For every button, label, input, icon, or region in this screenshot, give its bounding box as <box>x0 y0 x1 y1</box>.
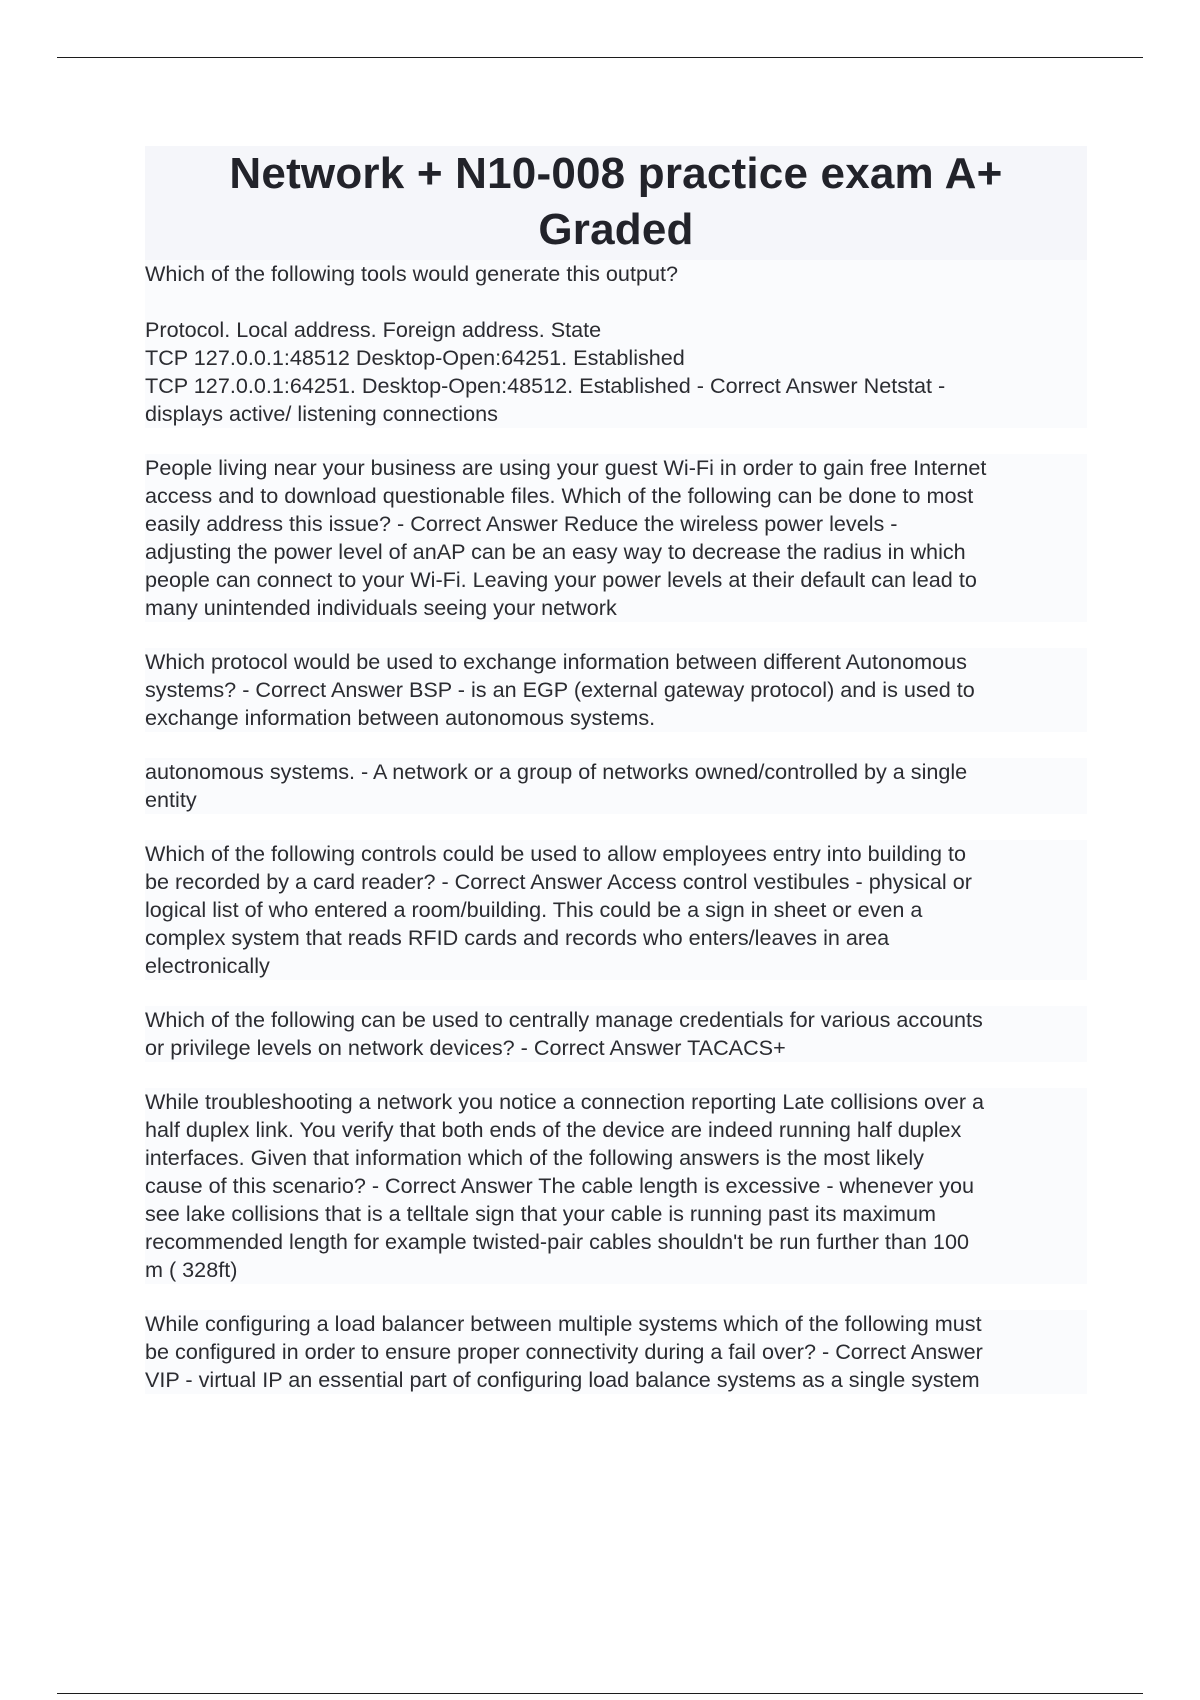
title-line-1: Network + N10-008 practice exam A+ <box>229 149 1003 198</box>
qa-block <box>145 454 1087 622</box>
qa-line: While troubleshooting a network you notice a connection reporting Late collisions over a <box>145 1089 985 1114</box>
qa-block <box>145 840 1087 980</box>
qa-line: Which protocol would be used to exchange information between different Autonomous <box>145 649 967 674</box>
block-spacer <box>145 814 1087 840</box>
qa-line: Which of the following controls could be used to allow employees entry into building to <box>145 841 967 866</box>
qa-line: While configuring a load balancer between multiple systems which of the following must <box>145 1311 982 1336</box>
qa-line: be configured in order to ensure proper connectivity during a fail over? - Correct Answer <box>145 1339 983 1364</box>
qa-line: recommended length for example twisted-pair cables shouldn't be run further than 100 <box>145 1229 969 1254</box>
qa-line: many unintended individuals seeing your network <box>145 595 617 620</box>
qa-list <box>145 260 1087 1394</box>
bottom-rule <box>57 1693 1143 1694</box>
qa-block <box>145 260 1087 428</box>
qa-line: electronically <box>145 953 270 978</box>
qa-line: Which of the following can be used to centrally manage credentials for various accounts <box>145 1007 983 1032</box>
qa-line: interfaces. Given that information which of the following answers is the most likely <box>145 1145 924 1170</box>
qa-line: autonomous systems. - A network or a group of networks owned/controlled by a single <box>145 759 968 784</box>
qa-block <box>145 648 1087 732</box>
qa-line: complex system that reads RFID cards and records who enters/leaves in area <box>145 925 890 950</box>
qa-block <box>145 1310 1087 1394</box>
qa-block <box>145 1006 1087 1062</box>
qa-line: systems? - Correct Answer BSP - is an EGP (external gateway protocol) and is used to <box>145 677 975 702</box>
block-spacer <box>145 1062 1087 1088</box>
qa-line: VIP - virtual IP an essential part of configuring load balance systems as a single system <box>145 1367 980 1392</box>
qa-line: or privilege levels on network devices? - Correct Answer TACACS+ <box>145 1035 786 1060</box>
qa-line: cause of this scenario? - Correct Answer The cable length is excessive - whenever you <box>145 1173 974 1198</box>
title-line-2: Graded <box>538 205 694 254</box>
qa-line: logical list of who entered a room/building. This could be a sign in sheet or even a <box>145 897 923 922</box>
top-rule <box>57 57 1143 58</box>
qa-line: access and to download questionable files. Which of the following can be done to most <box>145 483 974 508</box>
qa-block <box>145 758 1087 814</box>
qa-line: m ( 328ft) <box>145 1257 238 1282</box>
title-block <box>145 146 1087 260</box>
block-spacer <box>145 1284 1087 1310</box>
qa-line <box>145 288 1087 316</box>
qa-line: adjusting the power level of anAP can be an easy way to decrease the radius in which <box>145 539 966 564</box>
qa-line: be recorded by a card reader? - Correct Answer Access control vestibules - physical or <box>145 869 972 894</box>
document-body <box>145 146 1087 1394</box>
qa-line: see lake collisions that is a telltale sign that your cable is running past its maximum <box>145 1201 936 1226</box>
qa-line: TCP 127.0.0.1:64251. Desktop-Open:48512. Established - Correct Answer Netstat - <box>145 373 946 398</box>
block-spacer <box>145 732 1087 758</box>
document-title <box>145 146 1087 258</box>
qa-line: entity <box>145 787 197 812</box>
block-spacer <box>145 980 1087 1006</box>
qa-line: people can connect to your Wi-Fi. Leaving your power levels at their default can lead to <box>145 567 977 592</box>
qa-line: exchange information between autonomous systems. <box>145 705 656 730</box>
qa-line: Which of the following tools would generate this output? <box>145 261 678 286</box>
qa-block <box>145 1088 1087 1284</box>
block-spacer <box>145 622 1087 648</box>
qa-line: easily address this issue? - Correct Answer Reduce the wireless power levels - <box>145 511 898 536</box>
qa-line: displays active/ listening connections <box>145 401 498 426</box>
qa-line: half duplex link. You verify that both ends of the device are indeed running half duplex <box>145 1117 962 1142</box>
block-spacer <box>145 428 1087 454</box>
qa-line: Protocol. Local address. Foreign address. State <box>145 317 602 342</box>
qa-line: People living near your business are using your guest Wi-Fi in order to gain free Internet <box>145 455 987 480</box>
qa-line: TCP 127.0.0.1:48512 Desktop-Open:64251. Established <box>145 345 685 370</box>
